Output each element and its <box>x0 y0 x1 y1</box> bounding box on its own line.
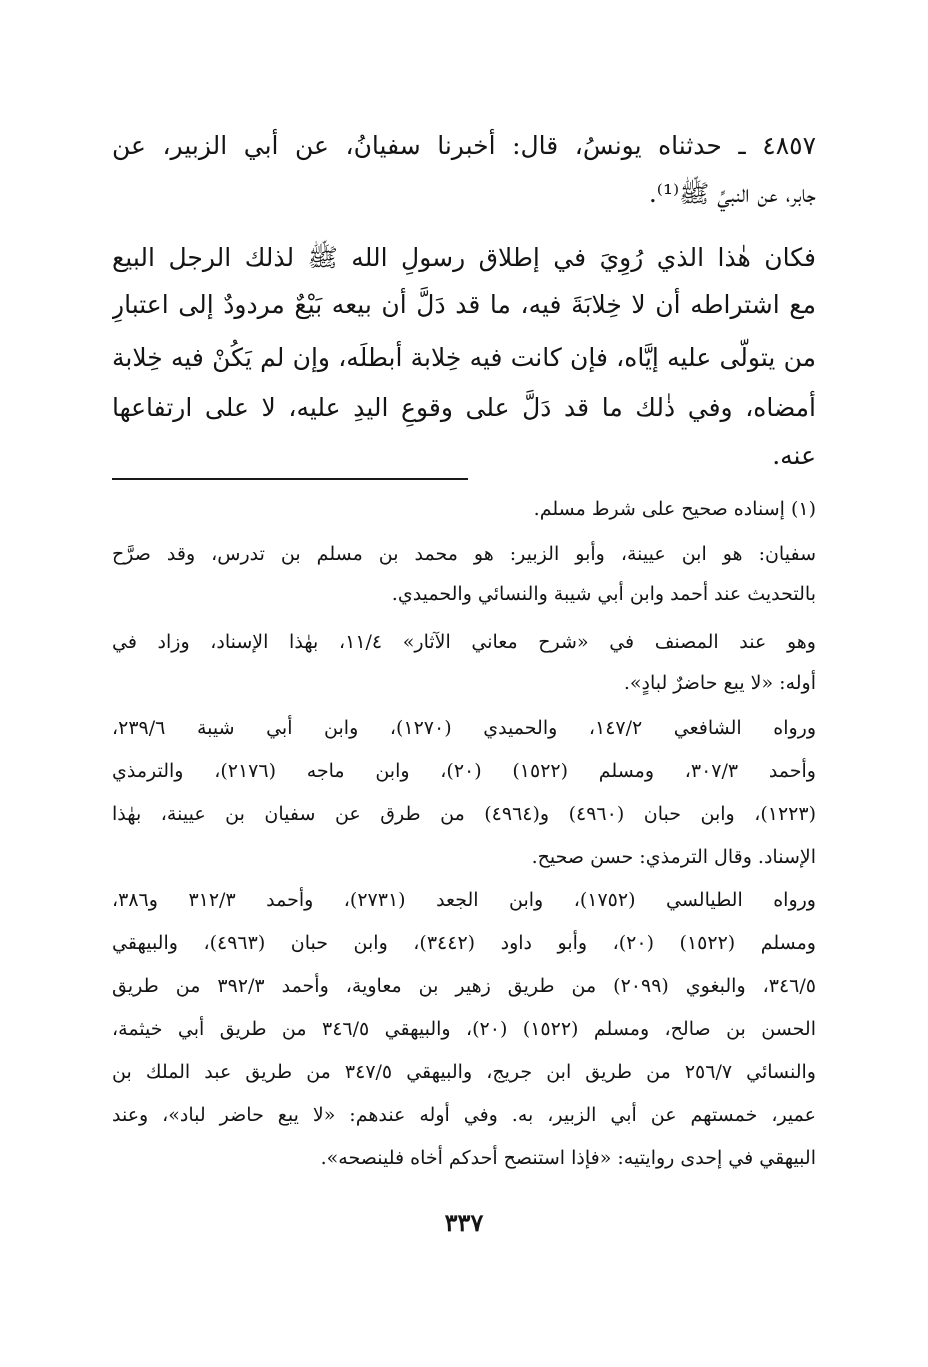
hadith-line: جابر، عن النبيِّ ﷺ⁽¹⁾. <box>648 179 816 208</box>
footnote-line: سفيان: هو ابن عيينة، وأبو الزبير: هو محمد بن مسلم بن تدرس، وقد صرَّح <box>112 543 816 565</box>
footnote-line: وأحمد ٣٠٧/٣، ومسلم (١٥٢٢) (٢٠)، وابن ماجه (٢١٧٦)، والترمذي <box>112 760 816 782</box>
footnote-line: وهو عند المصنف في «شرح معاني الآثار» ١١/٤، بهٰذا الإسناد، وزاد في <box>112 631 816 653</box>
commentary-line: مع اشتراطه أن لا خِلابَةَ فيه، ما قد دَلَّ أن بيعه بَيْعٌ مردودٌ إلى اعتبارِ <box>112 290 816 319</box>
footnote-line: ورواه الطيالسي (١٧٥٢)، وابن الجعد (٢٧٣١)، وأحمد ٣١٢/٣ و٣٨٦، <box>112 889 816 911</box>
footnote-line: ومسلم (١٥٢٢) (٢٠)، وأبو داود (٣٤٤٢)، وابن حبان (٤٩٦٣)، والبيهقي <box>112 932 816 954</box>
footnote-separator <box>112 478 468 480</box>
page-number: ٣٣٧ <box>444 1208 484 1237</box>
hadith-line: ٤٨٥٧ ـ حدثناه يونسُ، قال: أخبرنا سفيانُ، عن أبي الزبير، عن <box>112 131 816 160</box>
footnote-line: ٣٤٦/٥، والبغوي (٢٠٩٩) من طريق زهير بن معاوية، وأحمد ٣٩٢/٣ من طريق <box>112 975 816 997</box>
footnote-line: الحسن بن صالح، ومسلم (١٥٢٢) (٢٠)، والبيهقي ٣٤٦/٥ من طريق أبي خيثمة، <box>112 1018 816 1040</box>
footnote-line: أوله: «لا يبع حاضرٌ لبادٍ». <box>623 672 816 694</box>
footnote-line: ورواه الشافعي ١٤٧/٢، والحميدي (١٢٧٠)، وابن أبي شيبة ٢٣٩/٦، <box>112 717 816 739</box>
commentary-line: أمضاه، وفي ذٰلك ما قد دَلَّ على وقوعِ اليدِ عليه، لا على ارتفاعها <box>112 393 816 422</box>
commentary-line: فكان هٰذا الذي رُوِيَ في إطلاق رسولِ الله ﷺ لذلك الرجل البيع <box>112 243 816 272</box>
footnote-line: (١) إسناده صحيح على شرط مسلم. <box>533 498 816 520</box>
commentary-line: من يتولّى عليه إيَّاه، فإن كانت فيه خِلابة أبطلَه، وإن لم يَكُنْ فيه خِلابة <box>112 343 816 372</box>
commentary-line: عنه. <box>772 441 816 470</box>
footnote-line: عمير، خمستهم عن أبي الزبير، به. وفي أوله عندهم: «لا يبع حاضر لباد»، وعند <box>112 1104 816 1126</box>
footnote-line: (١٢٢٣)، وابن حبان (٤٩٦٠) و(٤٩٦٤) من طرق عن سفيان بن عيينة، بهٰذا <box>112 803 816 825</box>
footnote-line: الإسناد. وقال الترمذي: حسن صحيح. <box>531 846 816 868</box>
footnote-line: البيهقي في إحدى روايتيه: «فإذا استنصح أحدكم أخاه فلينصحه». <box>320 1147 816 1169</box>
footnote-line: والنسائي ٢٥٦/٧ من طريق ابن جريج، والبيهقي ٣٤٧/٥ من طريق عبد الملك بن <box>112 1061 816 1083</box>
footnote-line: بالتحديث عند أحمد وابن أبي شيبة والنسائي والحميدي. <box>391 583 816 605</box>
